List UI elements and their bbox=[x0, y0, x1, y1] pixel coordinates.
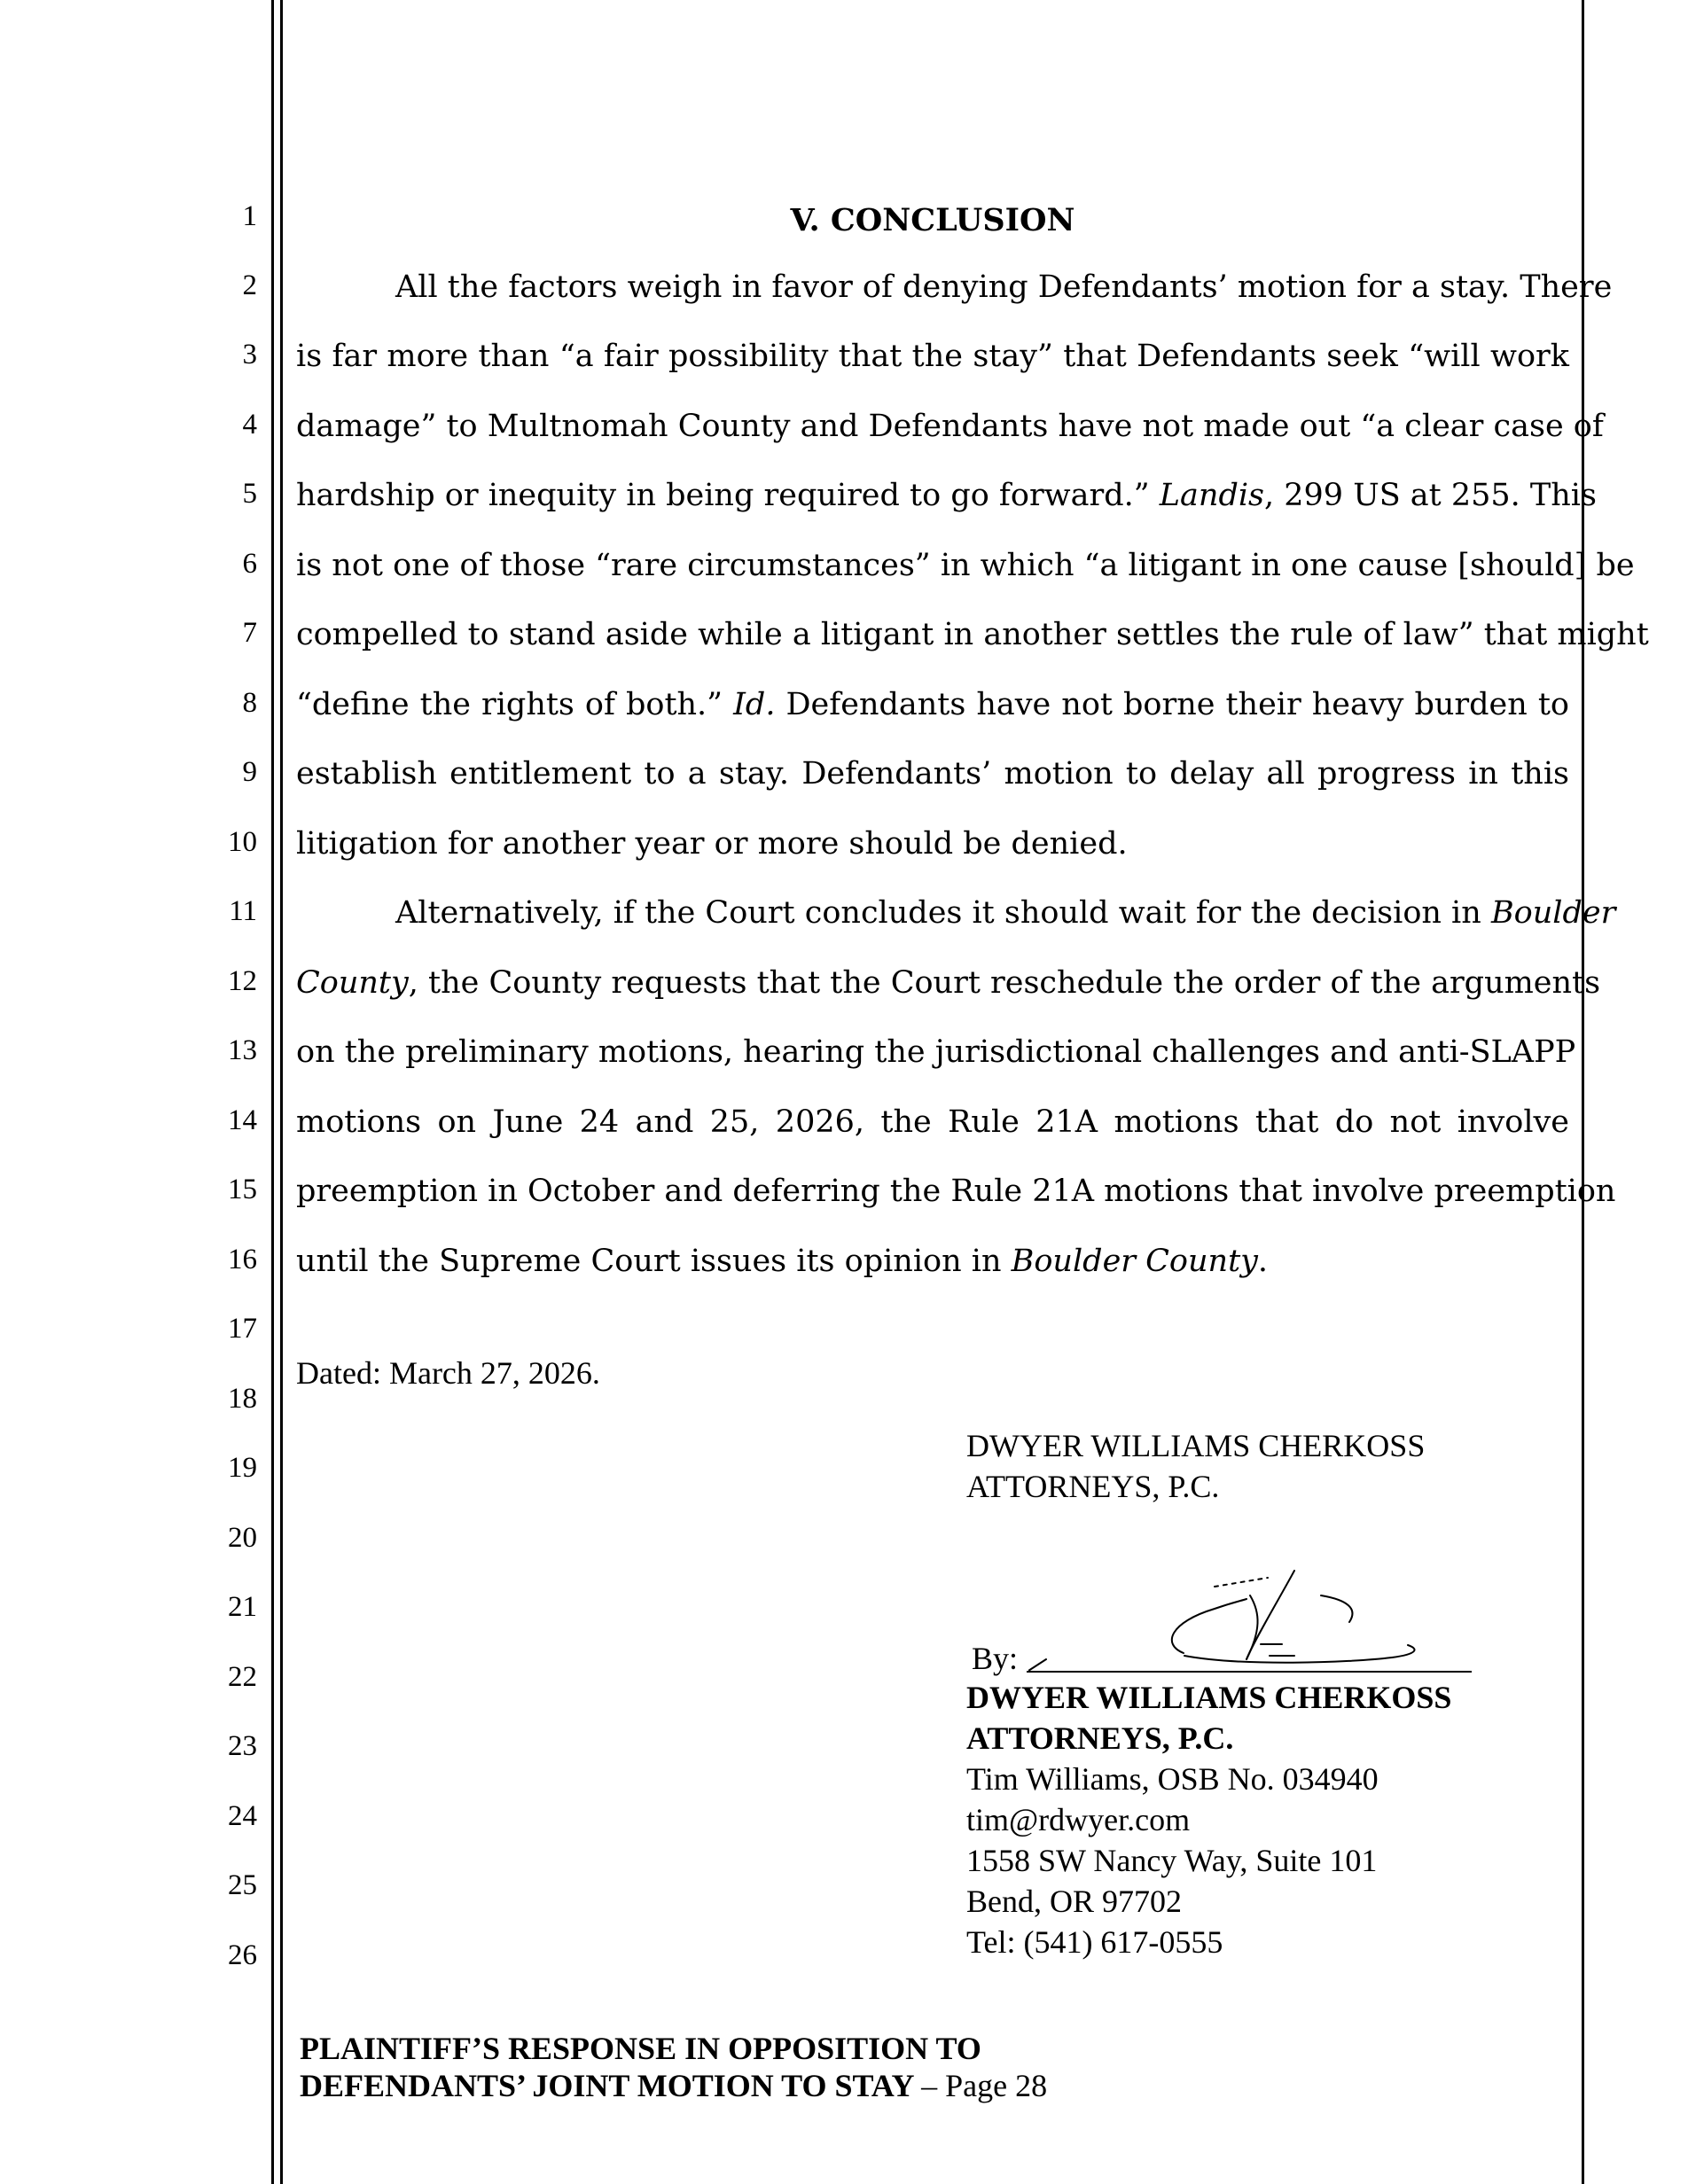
body-line: is not one of those “rare circumstances” in which “a litigant in one cause [should] be bbox=[296, 548, 1635, 583]
signature-stroke bbox=[1321, 1595, 1352, 1622]
line-number: 13 bbox=[228, 1034, 257, 1066]
body-line: on the preliminary motions, hearing the jurisdictional challenges and anti-SLAPP bbox=[296, 1034, 1576, 1070]
firm-name-block bbox=[966, 1425, 1569, 1507]
left-margin-rule-inner bbox=[280, 0, 283, 2184]
body-line: is far more than “a fair possibility that the stay” that Defendants seek “will work bbox=[296, 339, 1569, 374]
line-number: 12 bbox=[228, 965, 257, 997]
body-line: Alternatively, if the Court concludes it should wait for the decision in Boulder bbox=[395, 895, 1616, 931]
attorney-email: tim@rdwyer.com bbox=[966, 1802, 1191, 1837]
line-number: 8 bbox=[242, 687, 257, 719]
address-line: 1558 SW Nancy Way, Suite 101 bbox=[966, 1843, 1378, 1878]
line-number: 11 bbox=[229, 895, 257, 927]
section-heading: V. CONCLUSION bbox=[790, 202, 1075, 238]
line-number: 14 bbox=[228, 1104, 257, 1136]
body-line: County, the County requests that the Court reschedule the order of the arguments bbox=[296, 965, 1601, 1001]
left-margin-rule-outer bbox=[271, 0, 274, 2184]
phone-number: Tel: (541) 617-0555 bbox=[966, 1924, 1223, 1960]
body-line: preemption in October and deferring the Rule 21A motions that involve preemption bbox=[296, 1174, 1616, 1209]
line-number: 6 bbox=[242, 548, 257, 580]
by-line: By: bbox=[972, 1641, 1019, 1676]
signature-stroke bbox=[1215, 1578, 1268, 1587]
case-citation: Landis bbox=[1159, 478, 1265, 513]
firm-name-bold: ATTORNEYS, P.C. bbox=[966, 1720, 1234, 1756]
page-footer bbox=[300, 2030, 1047, 2104]
footer-title-line: PLAINTIFF’S RESPONSE IN OPPOSITION TO bbox=[300, 2031, 981, 2066]
date-line: Dated: March 27, 2026. bbox=[296, 1355, 600, 1391]
case-citation: Id. bbox=[733, 687, 776, 722]
line-number: 9 bbox=[242, 756, 257, 788]
body-line: “define the rights of both.” Id. Defendants have not borne their heavy burden to bbox=[296, 687, 1569, 722]
case-citation: Boulder County bbox=[1011, 1244, 1258, 1279]
body-line: compelled to stand aside while a litigant in another settles the rule of law” that might bbox=[296, 617, 1649, 652]
firm-name-line: DWYER WILLIAMS CHERKOSS bbox=[966, 1428, 1426, 1463]
firm-name-bold: DWYER WILLIAMS CHERKOSS bbox=[966, 1680, 1452, 1715]
line-number: 2 bbox=[242, 269, 257, 301]
signature-line bbox=[1027, 1671, 1472, 1673]
line-number: 23 bbox=[228, 1730, 257, 1762]
line-number: 7 bbox=[242, 617, 257, 649]
line-number: 19 bbox=[228, 1452, 257, 1484]
line-number: 3 bbox=[242, 339, 257, 370]
page-number: – Page 28 bbox=[921, 2068, 1048, 2103]
body-line: until the Supreme Court issues its opinion in Boulder County. bbox=[296, 1244, 1269, 1279]
line-number: 25 bbox=[228, 1869, 257, 1901]
firm-name-line: ATTORNEYS, P.C. bbox=[966, 1469, 1220, 1504]
line-number: 22 bbox=[228, 1661, 257, 1693]
right-margin-rule bbox=[1582, 0, 1584, 2184]
footer-title-line: DEFENDANTS’ JOINT MOTION TO STAY – Page 28 bbox=[300, 2068, 1048, 2103]
line-number: 16 bbox=[228, 1244, 257, 1275]
body-line: litigation for another year or more should be denied. bbox=[296, 826, 1128, 862]
line-number: 1 bbox=[242, 200, 257, 232]
body-line: hardship or inequity in being required to go forward.” Landis, 299 US at 255. This bbox=[296, 478, 1597, 513]
body-line: All the factors weigh in favor of denying Defendants’ motion for a stay. There bbox=[395, 269, 1613, 305]
case-citation: Boulder bbox=[1490, 895, 1616, 931]
line-number: 21 bbox=[228, 1591, 257, 1623]
address-line: Bend, OR 97702 bbox=[966, 1884, 1182, 1919]
line-number: 5 bbox=[242, 478, 257, 510]
body-line: damage” to Multnomah County and Defendants have not made out “a clear case of bbox=[296, 409, 1604, 444]
line-number: 10 bbox=[228, 826, 257, 858]
case-citation: County bbox=[296, 965, 409, 1001]
line-number: 24 bbox=[228, 1800, 257, 1832]
body-line: establish entitlement to a stay. Defendants’ motion to delay all progress in this bbox=[296, 756, 1569, 792]
line-number: 20 bbox=[228, 1522, 257, 1554]
attorney-name: Tim Williams, OSB No. 034940 bbox=[966, 1761, 1379, 1797]
line-number: 15 bbox=[228, 1174, 257, 1205]
line-number: 17 bbox=[228, 1313, 257, 1345]
signature-block bbox=[966, 1677, 1569, 1962]
line-number: 18 bbox=[228, 1383, 257, 1415]
line-number: 4 bbox=[242, 409, 257, 441]
line-number: 26 bbox=[228, 1939, 257, 1971]
body-line: motions on June 24 and 25, 2026, the Rule 21A motions that do not involve bbox=[296, 1104, 1569, 1140]
